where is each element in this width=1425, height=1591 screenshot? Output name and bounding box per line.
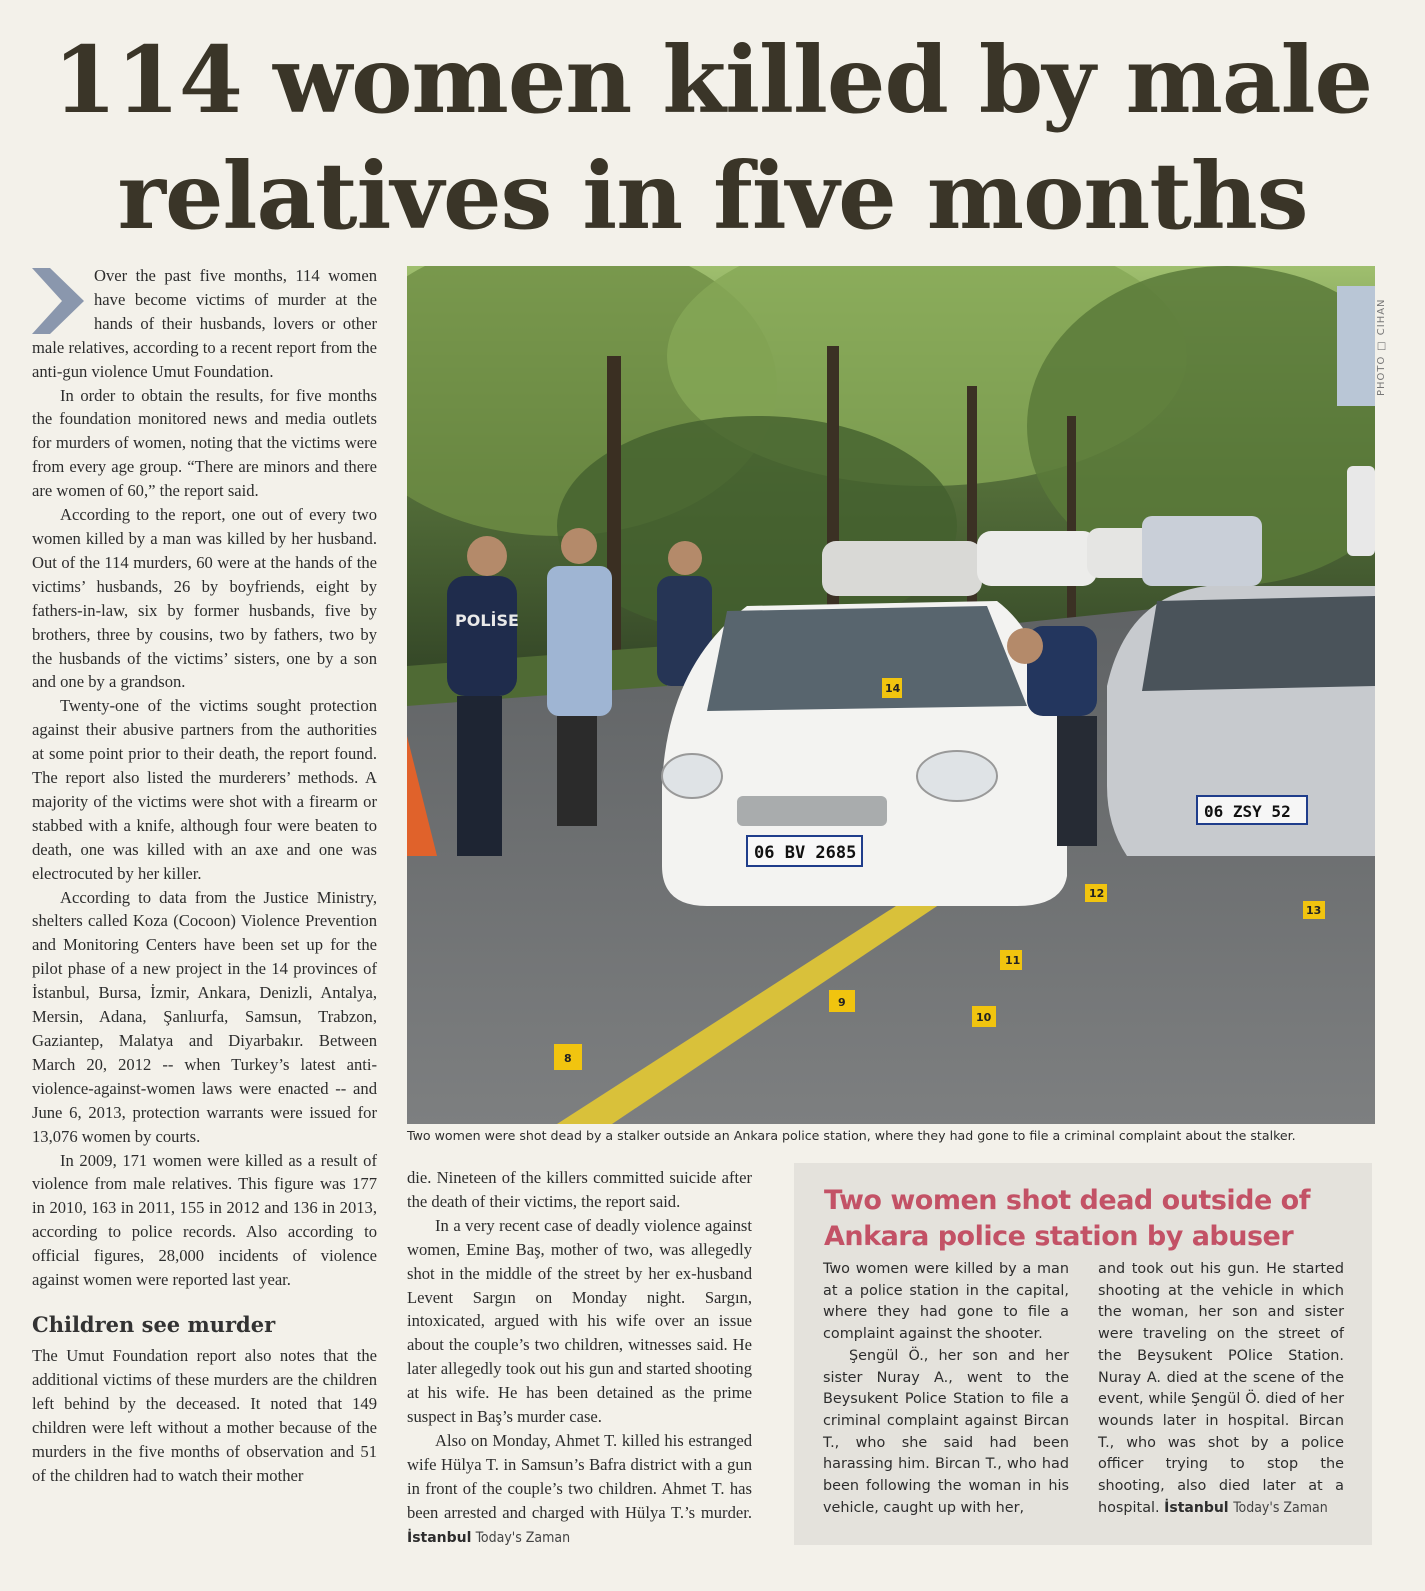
photo-credit: PHOTO □ CIHAN [1376, 298, 1387, 396]
dateline-city: İstanbul [1164, 1499, 1229, 1516]
vest-label: POLİSE [455, 611, 519, 630]
sidebar-box [794, 1163, 1372, 1545]
paragraph: In a very recent case of deadly violence against women, Emine Baş, mother of two, was allegedly shot in the middle of the street by her ex-husband Levent Sargın on Monday night. Sargın, intoxicated, argued with his wife over an issue about the couple’s two children, witnesses said. He later allegedly took out his gun and started shooting at his wife. He has been detained as the prime suspect in Baş’s murder case. [407, 1215, 752, 1427]
paragraph: The Umut Foundation report also notes that the additional victims of these murders are the children left behind by the deceased. It noted that 149 children were left without a mother because of the murders in the five months of observation and 51 of the children had to watch their mother [32, 1345, 377, 1485]
evidence-marker: 9 [838, 996, 846, 1009]
sidebar-title: Two women shot dead outside of Ankara police station by abuser [824, 1185, 1310, 1252]
headline [20, 22, 1405, 254]
sidebar-column-2 [1098, 1259, 1344, 1519]
evidence-marker: 13 [1306, 904, 1322, 917]
paragraph: Over the past five months, 114 women have become victims of murder at the hands of their husbands, lovers or other male relatives, according to a recent report from the anti-gun violence Umut Foundation. [32, 266, 377, 381]
evidence-marker: 11 [1005, 954, 1021, 967]
license-plate-right: 06 ZSY 52 [1204, 802, 1291, 821]
paragraph: and took out his gun. He started shooting at the vehicle in which the woman, her son and sister were traveling on the street of the Beysukent POlice Station. Nuray A. died at the scene of the event, while Şengül Ö. died of her wounds later in hospital. Bircan T., who was shot by a police officer trying to stop the shooting, also died later at a hospital. İstanbul Today's Zaman [1098, 1261, 1344, 1516]
dateline-source: Today's Zaman [475, 1529, 571, 1546]
dateline-source: Today's Zaman [1233, 1499, 1328, 1516]
paragraph: In order to obtain the results, for five months the foundation monitored news and media outlets for murders of women, noting that the victims were from every age group. “There are minors and there are women of 60,” the report said. [32, 385, 377, 501]
evidence-marker: 14 [885, 682, 901, 695]
paragraph: Şengül Ö., her son and her sister Nuray A., went to the Beysukent Police Station to file a criminal complaint against Bircan T., who she said had been harassing him. Bircan T., who had been following the woman in his vehicle, caught up with her, [823, 1347, 1069, 1516]
license-plate-left: 06 BV 2685 [754, 843, 857, 863]
arrow-icon [32, 268, 84, 334]
photo-caption: Two women were shot dead by a stalker outside an Ankara police station, where they had gone to file a criminal complaint about the stalker. [407, 1128, 1296, 1143]
paragraph: die. Nineteen of the killers committed suicide after the death of their victims, the report said. [407, 1168, 752, 1211]
headline-line-2: relatives in five months [117, 142, 1308, 250]
news-photo [407, 266, 1375, 1124]
evidence-marker: 10 [976, 1011, 992, 1024]
paragraph: In 2009, 171 women were killed as a result of violence from male relatives. This figure was 177 in 2010, 163 in 2011, 155 in 2012 and 136 in 2013, according to police records. Also according to official figures, 28,000 incidents of violence against women were reported last year. [32, 1150, 377, 1290]
paragraph: Also on Monday, Ahmet T. killed his estranged wife Hülya T. in Samsun’s Bafra district with a gun in front of the couple’s two children. Ahmet T. has been arrested and charged with Hülya T.’s murder. İstanbul Today's Zaman [407, 1430, 752, 1546]
evidence-marker: 8 [564, 1052, 572, 1065]
dateline-city: İstanbul [407, 1529, 472, 1546]
article-column-2 [407, 1166, 752, 1551]
crime-scene-illustration [407, 266, 1375, 1124]
paragraph: Twenty-one of the victims sought protection against their abusive partners from the authorities at some point prior to their death, the report found. The report also listed the murderers’ methods. A majority of the victims were shot with a firearm or stabbed with a knife, although four were beaten to death, one was killed with an axe and one was electrocuted by her killer. [32, 696, 377, 883]
paragraph: According to data from the Justice Ministry, shelters called Koza (Cocoon) Violence Prevention and Monitoring Centers have been set up for the pilot phase of a new project in the 14 provinces of İstanbul, Bursa, İzmir, Ankara, Denizli, Antalya, Mersin, Adana, Şanlıurfa, Samsun, Trabzon, Gaziantep, Malatya and Diyarbakır. Between March 20, 2012 -- when Turkey’s latest anti-violence-against-women laws were enacted -- and June 6, 2013, protection warrants were issued for 13,076 women by courts. [32, 887, 377, 1146]
sidebar-column-1 [823, 1259, 1069, 1519]
paragraph: According to the report, one out of every two women killed by a man was killed by her husband. Out of the 114 murders, 60 were at the hands of the victims’ husbands, 26 by boyfriends, eight by fathers-in-law, six by former husbands, five by brothers, three by cousins, two by fathers, two by the husbands of the victims’ sisters, one by a son and one by a grandson. [32, 505, 377, 692]
paragraph: Two women were killed by a man at a police station in the capital, where they had gone to file a complaint against the shooter. [823, 1261, 1069, 1343]
subheading: Children see murder [32, 1311, 276, 1337]
article-column-1 [32, 264, 377, 1487]
headline-line-1: 114 women killed by male [52, 26, 1373, 134]
evidence-marker: 12 [1089, 887, 1105, 900]
